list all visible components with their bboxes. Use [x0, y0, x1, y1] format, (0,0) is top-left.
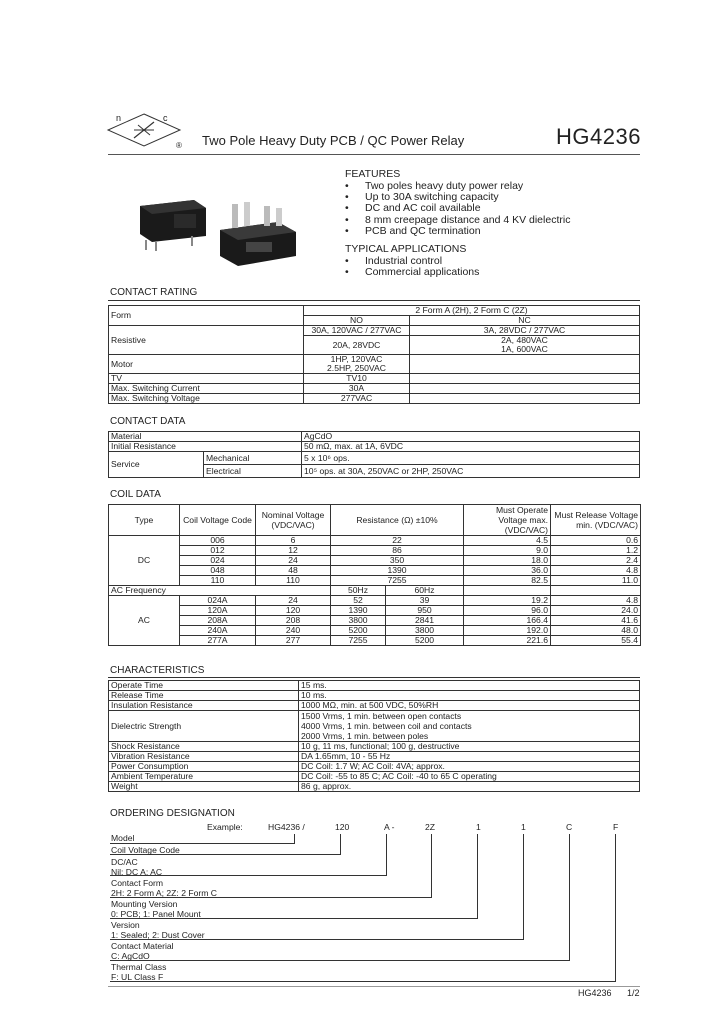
- ordering-part-version: 1: [521, 822, 526, 832]
- ordering-mounting-desc: 0: PCB; 1: Panel Mount: [111, 909, 201, 919]
- ac-release: 24.0: [551, 606, 641, 616]
- form-value: 2 Form A (2H), 2 Form C (2Z): [304, 306, 640, 316]
- contact-rating-heading: CONTACT RATING: [110, 287, 198, 298]
- ac-res-60hz: 3800: [386, 626, 464, 636]
- ordering-form-block: [111, 878, 217, 898]
- ac-res-50hz: 52: [331, 596, 386, 606]
- relay-photo-sealed: [136, 196, 210, 246]
- ordering-form-title: Contact Form: [111, 878, 164, 888]
- shock-label: Shock Resistance: [109, 742, 299, 752]
- operate-time-value: 15 ms.: [299, 681, 640, 691]
- ordering-part-mounting: 1: [476, 822, 481, 832]
- ordering-part-thermal: F: [613, 822, 619, 832]
- ordering-part-acdc: A -: [384, 822, 395, 832]
- resistive-label: Resistive: [109, 326, 304, 355]
- contact-data-heading: CONTACT DATA: [110, 416, 186, 427]
- no-label: NO: [304, 316, 410, 326]
- ac-nominal: 277: [256, 636, 331, 646]
- ac-res-50hz: 3800: [331, 616, 386, 626]
- service-label: Service: [109, 452, 204, 478]
- material-label: Material: [109, 432, 302, 442]
- ordering-version-desc: 1: Sealed; 2: Dust Cover: [111, 930, 205, 940]
- initial-resistance-label: Initial Resistance: [109, 442, 302, 452]
- ac-nominal: 208: [256, 616, 331, 626]
- ac-operate: 166.4: [464, 616, 551, 626]
- resistive-no-1: 30A, 120VAC / 277VAC: [304, 326, 410, 336]
- mechanical-value: 5 x 10⁶ ops.: [302, 452, 640, 465]
- ordering-material-block: [111, 941, 174, 961]
- resistive-nc-2: 2A, 480VAC: [410, 336, 640, 346]
- ordering-coil-title: Coil Voltage Code: [111, 845, 180, 855]
- coil-header-operate: Must Operate Voltage max. (VDC/VAC): [464, 505, 551, 536]
- dc-resistance: 350: [331, 556, 464, 566]
- dc-release: 2.4: [551, 556, 641, 566]
- ac-code: 120A: [180, 606, 256, 616]
- resistive-nc-1: 3A, 28VDC / 277VAC: [410, 326, 640, 336]
- coil-header-code: Coil Voltage Code: [180, 505, 256, 536]
- ordering-part-model: HG4236 /: [268, 822, 305, 832]
- resistive-nc-3: 1A, 600VAC: [410, 345, 640, 355]
- coil-data-heading: COIL DATA: [110, 489, 161, 500]
- feature-item: • Up to 30A switching capacity: [345, 192, 570, 203]
- ac-release: 55.4: [551, 636, 641, 646]
- footer-model: HG4236: [578, 988, 612, 998]
- ac-nominal: 240: [256, 626, 331, 636]
- motor-value-1: 1HP, 120VAC: [304, 355, 410, 365]
- ordering-acdc-desc: Nil: DC A: AC: [111, 867, 163, 877]
- ordering-material-title: Contact Material: [111, 941, 174, 951]
- power-value: DC Coil: 1.7 W; AC Coil: 4VA; approx.: [299, 762, 640, 772]
- logo-letter-n: n: [116, 113, 122, 123]
- shock-value: 10 g, 11 ms, functional; 100 g, destructive: [299, 742, 640, 752]
- model-number: HG4236: [556, 124, 641, 149]
- features-heading: FEATURES: [345, 168, 401, 180]
- dc-resistance: 7255: [331, 576, 464, 586]
- dc-operate: 36.0: [464, 566, 551, 576]
- dielectric-value-2: 4000 Vrms, 1 min. between coil and contacts: [301, 721, 472, 731]
- ac-frequency-label: AC Frequency: [109, 586, 331, 596]
- ordering-thermal-desc: F: UL Class F: [111, 972, 164, 982]
- motor-label: Motor: [109, 355, 304, 374]
- contact-data-table: [108, 431, 640, 478]
- ac-nominal: 120: [256, 606, 331, 616]
- dc-code: 024: [180, 556, 256, 566]
- footer-page-number: 1/2: [627, 988, 640, 998]
- weight-label: Weight: [109, 782, 299, 792]
- ordering-mounting-block: [111, 899, 201, 919]
- ordering-acdc-title: DC/AC: [111, 857, 138, 867]
- ac-50hz-label: 50Hz: [331, 586, 386, 596]
- coil-header-nominal: Nominal Voltage (VDC/VAC): [256, 505, 331, 536]
- dc-operate: 18.0: [464, 556, 551, 566]
- application-item: • Industrial control: [345, 256, 570, 267]
- relay-photo-qc: [216, 200, 298, 268]
- ordering-acdc-block: [111, 857, 162, 877]
- characteristics-heading: CHARACTERISTICS: [110, 665, 205, 676]
- ac-res-60hz: 2841: [386, 616, 464, 626]
- dc-code: 006: [180, 536, 256, 546]
- coil-header-type: Type: [109, 505, 180, 536]
- dielectric-label: Dielectric Strength: [109, 711, 299, 742]
- dc-release: 4.8: [551, 566, 641, 576]
- document-title: Two Pole Heavy Duty PCB / QC Power Relay: [202, 133, 465, 148]
- ac-type-label: AC: [109, 596, 180, 646]
- ac-code: 024A: [180, 596, 256, 606]
- electrical-label: Electrical: [204, 465, 302, 478]
- ordering-material-desc: C: AgCdO: [111, 951, 150, 961]
- max-current-value: 30A: [304, 384, 410, 394]
- ac-code: 208A: [180, 616, 256, 626]
- dc-type-label: DC: [109, 536, 180, 586]
- release-time-label: Release Time: [109, 691, 299, 701]
- ordering-mounting-title: Mounting Version: [111, 899, 178, 909]
- mechanical-label: Mechanical: [204, 452, 302, 465]
- ac-code: 240A: [180, 626, 256, 636]
- nc-label: NC: [410, 316, 640, 326]
- ordering-example-label: Example:: [207, 822, 243, 832]
- dc-operate: 4.5: [464, 536, 551, 546]
- ac-operate: 96.0: [464, 606, 551, 616]
- dielectric-values: [299, 711, 640, 742]
- ordering-thermal-block: [111, 962, 166, 982]
- ordering-version-block: [111, 920, 205, 940]
- tv-label: TV: [109, 374, 304, 384]
- dc-resistance: 22: [331, 536, 464, 546]
- ac-60hz-label: 60Hz: [386, 586, 464, 596]
- ordering-part-coil: 120: [335, 822, 350, 832]
- dc-nominal: 12: [256, 546, 331, 556]
- dc-code: 048: [180, 566, 256, 576]
- ac-res-50hz: 5200: [331, 626, 386, 636]
- ordering-part-material: C: [566, 822, 573, 832]
- dc-operate: 82.5: [464, 576, 551, 586]
- dc-nominal: 24: [256, 556, 331, 566]
- ambient-value: DC Coil: -55 to 85 C; AC Coil: -40 to 65 C operating: [299, 772, 640, 782]
- registered-mark: ®: [176, 141, 182, 150]
- insulation-value: 1000 MΩ, min. at 500 VDC, 50%RH: [299, 701, 640, 711]
- initial-resistance-value: 50 mΩ, max. at 1A, 6VDC: [302, 442, 640, 452]
- features-section: [345, 168, 570, 278]
- dc-release: 0.6: [551, 536, 641, 546]
- dc-nominal: 110: [256, 576, 331, 586]
- dc-nominal: 48: [256, 566, 331, 576]
- dc-code: 110: [180, 576, 256, 586]
- ac-res-60hz: 5200: [386, 636, 464, 646]
- max-current-label: Max. Switching Current: [109, 384, 304, 394]
- dc-code: 012: [180, 546, 256, 556]
- motor-value-2: 2.5HP, 250VAC: [304, 364, 410, 374]
- dc-resistance: 1390: [331, 566, 464, 576]
- logo-letter-c: c: [163, 113, 168, 123]
- dc-operate: 9.0: [464, 546, 551, 556]
- ordering-model-title: Model: [111, 833, 135, 843]
- dc-release: 11.0: [551, 576, 641, 586]
- ac-res-60hz: 39: [386, 596, 464, 606]
- electrical-value: 10⁵ ops. at 30A, 250VAC or 2HP, 250VAC: [302, 465, 640, 478]
- feature-item: • Two poles heavy duty power relay: [345, 181, 570, 192]
- max-voltage-value: 277VAC: [304, 394, 410, 404]
- vibration-value: DA 1.65mm, 10 - 55 Hz: [299, 752, 640, 762]
- ambient-label: Ambient Temperature: [109, 772, 299, 782]
- ac-operate: 221.6: [464, 636, 551, 646]
- ordering-thermal-title: Thermal Class: [111, 962, 167, 972]
- dielectric-value-3: 2000 Vrms, 1 min. between poles: [301, 731, 429, 741]
- contact-rating-table: [108, 305, 640, 404]
- feature-item: • DC and AC coil available: [345, 203, 570, 214]
- coil-data-table: [108, 504, 641, 646]
- ac-operate: 19.2: [464, 596, 551, 606]
- ac-release: 48.0: [551, 626, 641, 636]
- application-item: • Commercial applications: [345, 267, 570, 278]
- form-label: Form: [109, 306, 304, 326]
- material-value: AgCdO: [302, 432, 640, 442]
- ac-nominal: 24: [256, 596, 331, 606]
- dc-nominal: 6: [256, 536, 331, 546]
- feature-item: • PCB and QC termination: [345, 226, 570, 237]
- dc-resistance: 86: [331, 546, 464, 556]
- max-voltage-label: Max. Switching Voltage: [109, 394, 304, 404]
- ac-res-50hz: 7255: [331, 636, 386, 646]
- ordering-heading: ORDERING DESIGNATION: [110, 808, 235, 819]
- characteristics-table: [108, 680, 640, 792]
- weight-value: 86 g, approx.: [299, 782, 640, 792]
- ac-res-50hz: 1390: [331, 606, 386, 616]
- operate-time-label: Operate Time: [109, 681, 299, 691]
- vibration-label: Vibration Resistance: [109, 752, 299, 762]
- ac-res-60hz: 950: [386, 606, 464, 616]
- ordering-version-title: Version: [111, 920, 140, 930]
- release-time-value: 10 ms.: [299, 691, 640, 701]
- insulation-label: Insulation Resistance: [109, 701, 299, 711]
- ac-release: 4.8: [551, 596, 641, 606]
- ac-code: 277A: [180, 636, 256, 646]
- header-rule: [108, 154, 640, 155]
- ordering-part-form: 2Z: [425, 822, 436, 832]
- ac-operate: 192.0: [464, 626, 551, 636]
- dielectric-value-1: 1500 Vrms, 1 min. between open contacts: [301, 711, 462, 721]
- applications-heading: TYPICAL APPLICATIONS: [345, 243, 467, 256]
- feature-item: • 8 mm creepage distance and 4 KV dielectric: [345, 215, 570, 226]
- dc-release: 1.2: [551, 546, 641, 556]
- tv-value: TV10: [304, 374, 410, 384]
- coil-header-release: Must Release Voltage min. (VDC/VAC): [551, 505, 641, 536]
- coil-header-resistance: Resistance (Ω) ±10%: [331, 505, 464, 536]
- resistive-no-2: 20A, 28VDC: [304, 336, 410, 355]
- ac-release: 41.6: [551, 616, 641, 626]
- ordering-form-desc: 2H: 2 Form A; 2Z: 2 Form C: [111, 888, 218, 898]
- power-label: Power Consumption: [109, 762, 299, 772]
